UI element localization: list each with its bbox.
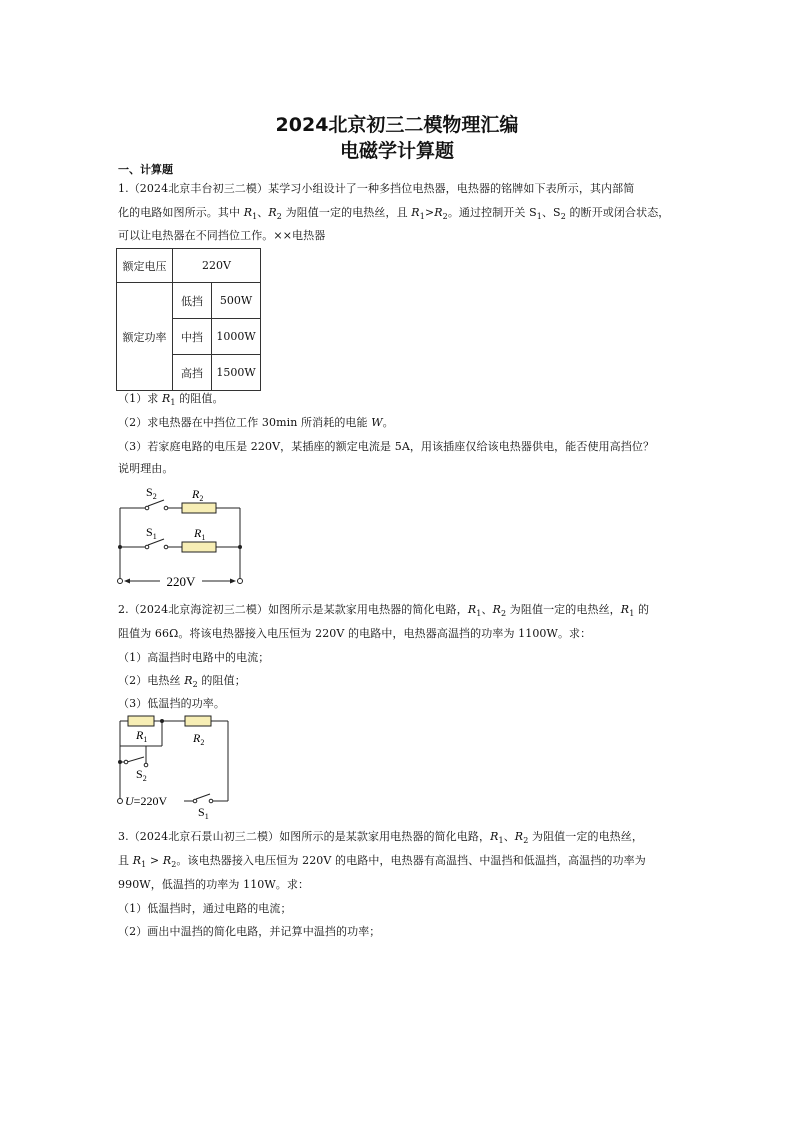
circuit-diagram-2 bbox=[110, 712, 240, 822]
q1-sub3: （3）若家庭电路的电压是 220V，某插座的额定电流是 5A，用该插座仅给该电热器供电，能否使用高挡位？ bbox=[118, 440, 655, 453]
q2-sub1: （1）高温挡时电路中的电流； bbox=[118, 651, 270, 664]
voltage-label-1: 220V bbox=[166, 574, 196, 589]
q2-sub2: （2）电热丝 $R_2$ 的阻值； bbox=[118, 674, 246, 690]
q1-sub2: （2）求电热器在中挡位工作 30min 所消耗的电能 W。 bbox=[118, 416, 394, 429]
circuit-diagram-1 bbox=[110, 480, 250, 590]
gear-high: 高挡 bbox=[173, 355, 212, 391]
resistor-r2-q2-label: $R_2$ bbox=[193, 731, 205, 747]
power-high: 1500W bbox=[212, 355, 261, 391]
q2-line2: 阻值为 66Ω。将该电热器接入电压恒为 220V 的电路中，电热器高温挡的功率为 1100W。求： bbox=[118, 627, 592, 640]
switch-s2-label: $S_2$ bbox=[146, 485, 157, 501]
q3-line2: 且 $R_1 > R_2$。该电热器接入电压恒为 220V 的电路中，电热器有高温挡、中温挡和低温挡，高温挡的功率为 bbox=[118, 854, 646, 870]
q1-line1: 1.（2024北京丰台初三二模）某学习小组设计了一种多挡位电热器，电热器的铭牌如下表所示，其内部简 bbox=[118, 182, 635, 195]
switch-s1-q2-label: $S_1$ bbox=[198, 805, 209, 821]
voltage-label-2: U=220V bbox=[125, 794, 168, 808]
q1-line3: 可以让电热器在不同挡位工作。××电热器 bbox=[118, 229, 326, 242]
resistor-r2-label: $R_2$ bbox=[192, 487, 204, 503]
rated-voltage-label: 额定电压 bbox=[117, 249, 173, 283]
q2-line1: 2.（2024北京海淀初三二模）如图所示是某款家用电热器的简化电路，$R_1$、$R_2$ 为阻值一定的电热丝，$R_1$ 的 bbox=[118, 603, 650, 619]
resistor-r1 bbox=[182, 542, 216, 552]
q3-line1: 3.（2024北京石景山初三二模）如图所示的是某款家用电热器的简化电路，$R_1$、$R_2$ 为阻值一定的电热丝， bbox=[118, 830, 643, 846]
resistor-r1-q2-label: $R_1$ bbox=[136, 728, 148, 744]
resistor-r1-label: $R_1$ bbox=[194, 526, 206, 542]
q1-sub3-cont: 说明理由。 bbox=[118, 462, 174, 475]
q3-sub2: （2）画出中温挡的简化电路，并记算中温挡的功率； bbox=[118, 925, 381, 938]
page-subtitle: 电磁学计算题 bbox=[339, 140, 454, 162]
nameplate-table bbox=[116, 248, 261, 391]
switch-s2-q2-label: $S_2$ bbox=[136, 767, 147, 783]
gear-low: 低挡 bbox=[173, 283, 212, 319]
power-low: 500W bbox=[212, 283, 261, 319]
section-heading: 一、计算题 bbox=[118, 163, 173, 176]
rated-power-label: 额定功率 bbox=[117, 283, 173, 391]
q1-line2: 化的电路如图所示。其中 $R_1$、$R_2$ 为阻值一定的电热丝，且 $R_1>R_2$。通过控制开关 $S_1$、$S_2$ 的断开或闭合状态， bbox=[118, 206, 670, 222]
gear-mid: 中挡 bbox=[173, 319, 212, 355]
resistor-r2-q2 bbox=[185, 716, 211, 726]
q1-sub1: （1）求 $R_1$ 的阻值。 bbox=[118, 392, 224, 408]
resistor-r1-q2 bbox=[128, 716, 154, 726]
power-mid: 1000W bbox=[212, 319, 261, 355]
switch-s1-label: $S_1$ bbox=[146, 525, 157, 541]
q3-sub1: （1）低温挡时，通过电路的电流； bbox=[118, 902, 292, 915]
rated-voltage-value: 220V bbox=[173, 249, 261, 283]
q2-sub3: （3）低温挡的功率。 bbox=[118, 697, 225, 710]
resistor-r2 bbox=[182, 503, 216, 513]
q3-line3: 990W，低温挡的功率为 110W。求： bbox=[118, 878, 310, 891]
page-title: 2024北京初三二模物理汇编 bbox=[275, 114, 519, 136]
